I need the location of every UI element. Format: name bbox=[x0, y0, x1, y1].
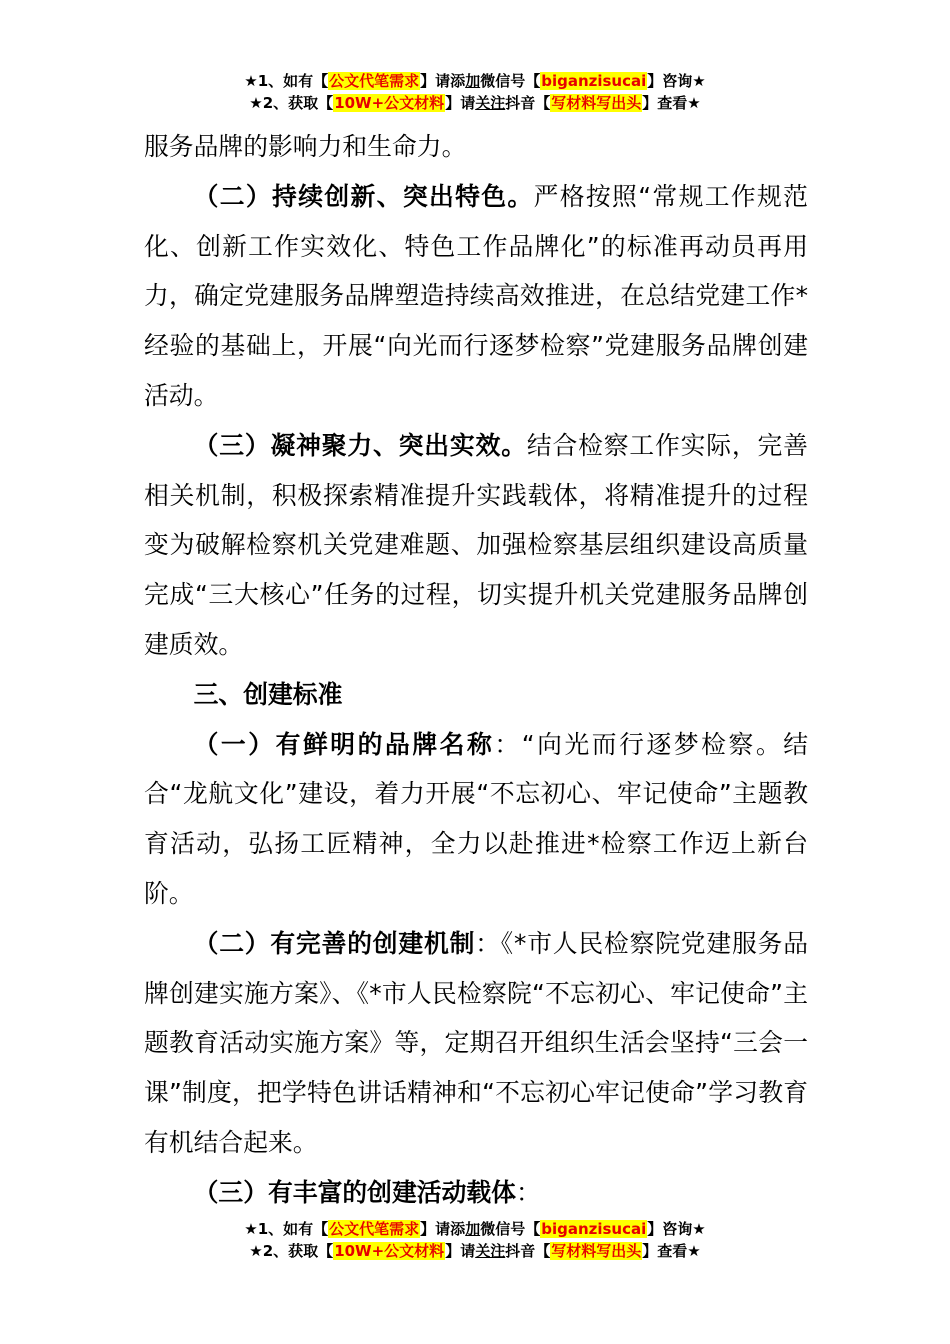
promo-line-2 bbox=[0, 1240, 950, 1262]
paragraph-text: 结合检察工作实际，完善相关机制，积极探索精准提升实践载体，将精准提升的过程变为破解检察机关党建难题、加强检察基层组织建设高质量完成“三大核心”任务的过程，切实提升机关党建服务品牌创建质效。 bbox=[144, 430, 808, 659]
promo-text: 抖音【 bbox=[505, 1242, 551, 1260]
paragraph bbox=[144, 919, 808, 1168]
promo-text: 微信号【 bbox=[480, 1220, 541, 1238]
paragraph bbox=[144, 720, 808, 919]
promo-text: 】请 bbox=[445, 1242, 476, 1260]
document-body bbox=[144, 122, 808, 1218]
paragraph-heading: （二）有完善的创建机制 bbox=[193, 928, 476, 958]
paragraph-heading: （三）凝神聚力、突出实效。 bbox=[193, 430, 527, 460]
promo-text: 】咨询★ bbox=[647, 72, 706, 90]
footer-promo-banner bbox=[0, 1218, 950, 1262]
section-heading: 三、创建标准 bbox=[193, 679, 343, 709]
promo-underlined-text: 加 bbox=[465, 72, 481, 90]
promo-text: 】请添 bbox=[420, 1220, 466, 1238]
promo-highlight: 10W+公文材料 bbox=[334, 1242, 445, 1260]
promo-text: ★2、获取【 bbox=[249, 1242, 334, 1260]
promo-underlined-text: 关注 bbox=[475, 1242, 506, 1260]
paragraph-heading: （三）有丰富的创建活动载体 bbox=[193, 1177, 516, 1207]
promo-highlight-wechat-id: biganzisucai bbox=[541, 1220, 647, 1238]
paragraph bbox=[144, 1168, 808, 1218]
promo-text: ★2、获取【 bbox=[249, 94, 334, 112]
promo-line-2 bbox=[0, 92, 950, 114]
promo-highlight: 公文代笔需求 bbox=[329, 72, 420, 90]
promo-text: 抖音【 bbox=[505, 94, 551, 112]
promo-highlight-douyin: 写材料写出头 bbox=[551, 1242, 642, 1260]
promo-highlight: 公文代笔需求 bbox=[329, 1220, 420, 1238]
paragraph bbox=[144, 172, 808, 421]
promo-text: 微信号【 bbox=[480, 72, 541, 90]
paragraph-text: 严格按照“常规工作规范化、创新工作实效化、特色工作品牌化”的标准再动员再用力，确定党建服务品牌塑造持续高效推进，在总结党建工作*经验的基础上，开展“向光而行逐梦检察”党建服务品牌创建活动。 bbox=[144, 181, 808, 410]
promo-text: ★1、如有【 bbox=[244, 1220, 329, 1238]
promo-line-1 bbox=[0, 70, 950, 92]
promo-text: 】请添 bbox=[420, 72, 466, 90]
promo-line-1 bbox=[0, 1218, 950, 1240]
promo-highlight-douyin: 写材料写出头 bbox=[551, 94, 642, 112]
promo-underlined-text: 加 bbox=[465, 1220, 481, 1238]
promo-text: 】咨询★ bbox=[647, 1220, 706, 1238]
promo-underlined-text: 关注 bbox=[475, 94, 506, 112]
promo-text: 】请 bbox=[445, 94, 476, 112]
paragraph bbox=[144, 421, 808, 670]
paragraph-text: ：“向光而行逐梦检察。结合“龙航文化”建设，着力开展“不忘初心、牢记使命”主题教育活动，弘扬工匠精神，全力以赴推进*检察工作迈上新台阶。 bbox=[144, 729, 808, 908]
paragraph-text: 服务品牌的影响力和生命力。 bbox=[144, 132, 467, 161]
paragraph-text: ： bbox=[515, 1177, 541, 1207]
paragraph-heading: （二）持续创新、突出特色。 bbox=[193, 181, 534, 211]
promo-highlight: 10W+公文材料 bbox=[334, 94, 445, 112]
promo-text: 】查看★ bbox=[642, 1242, 701, 1260]
promo-highlight-wechat-id: biganzisucai bbox=[541, 72, 647, 90]
promo-text: ★1、如有【 bbox=[244, 72, 329, 90]
paragraph bbox=[144, 122, 808, 172]
promo-text: 】查看★ bbox=[642, 94, 701, 112]
paragraph-heading: （一）有鲜明的品牌名称 bbox=[193, 729, 495, 759]
paragraph-text: ：《*市人民检察院党建服务品牌创建实施方案》、《*市人民检察院“不忘初心、牢记使命”主题教育活动实施方案》等，定期召开组织生活会坚持“三会一课”制度，把学特色讲话精神和“不忘初心牢记使命”学习教育有机结合起来。 bbox=[144, 928, 808, 1157]
header-promo-banner bbox=[0, 70, 950, 114]
